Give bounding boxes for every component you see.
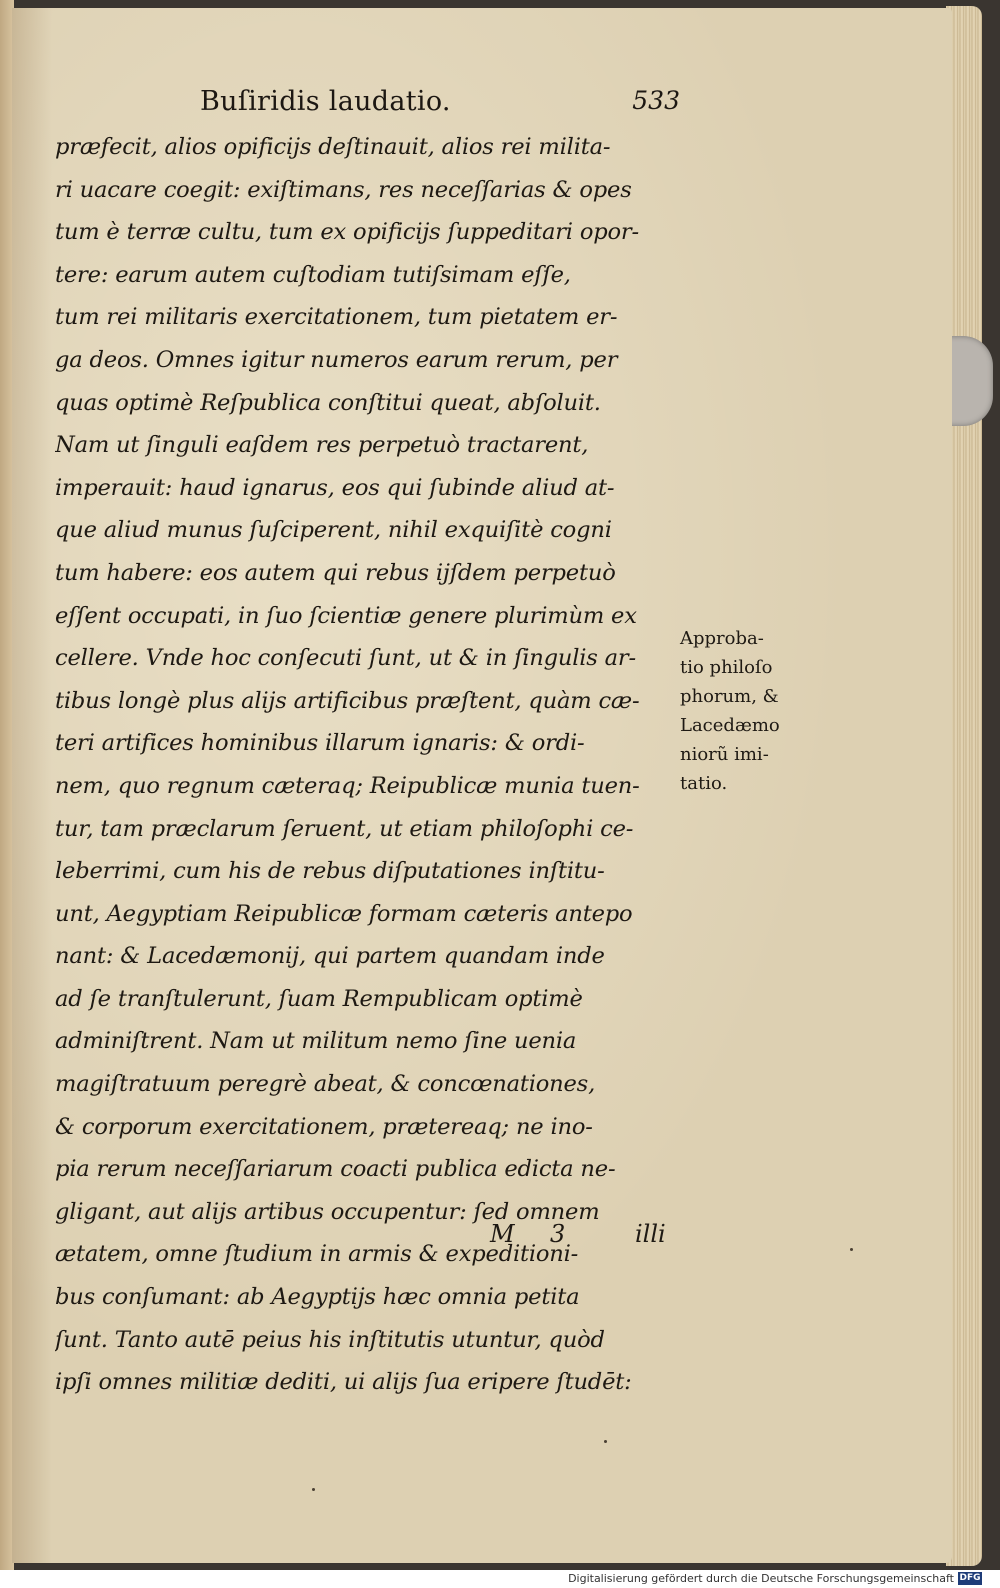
text-line: tur, tam præclarum ſeruent, ut etiam philoſophi ce- — [55, 815, 634, 842]
marginal-note — [680, 624, 810, 798]
text-line: & corporum exercitationem, prætereaq; ne ino- — [55, 1113, 593, 1140]
running-head-title: Buſiridis laudatio. — [200, 86, 451, 117]
marginal-note-line: niorũ imi- — [680, 744, 769, 765]
footer-credit: Digitalisierung gefördert durch die Deutsche Forschungsgemeinschaft — [568, 1572, 954, 1585]
text-line: tum rei militaris exercitationem, tum pietatem er- — [55, 304, 618, 331]
text-line: gligant, aut alijs artibus occupentur: ſed omnem — [55, 1198, 600, 1225]
text-line: adminiſtrent. Nam ut militum nemo ſine uenia — [55, 1028, 577, 1055]
text-line: tum habere: eos autem qui rebus ijſdem perpetuò — [55, 559, 616, 586]
text-line: pia rerum neceſſariarum coacti publica edicta ne- — [55, 1156, 616, 1183]
paper-speck — [850, 1248, 853, 1251]
dfg-logo: DFG — [959, 1573, 981, 1583]
text-line: cellere. Vnde hoc conſecuti ſunt, ut & in ſingulis ar- — [55, 645, 636, 672]
paper-speck — [604, 1440, 607, 1443]
text-line: ætatem, omne ſtudium in armis & expeditioni- — [55, 1241, 579, 1268]
text-line: nant: & Lacedæmonij, qui partem quandam inde — [55, 943, 605, 970]
text-line: quas optimè Reſpublica conſtitui queat, abſoluit. — [55, 389, 601, 416]
paper-speck — [312, 1488, 315, 1491]
marginal-note-line: tatio. — [680, 773, 728, 794]
signature-mark: M — [490, 1220, 515, 1248]
text-line: ga deos. Omnes igitur numeros earum rerum, per — [55, 346, 618, 373]
text-line: unt, Aegyptiam Reipublicæ formam cæteris antepo — [55, 900, 633, 927]
text-line: bus conſumant: ab Aegyptijs hæc omnia petita — [55, 1284, 580, 1311]
text-line: eſſent occupati, in ſuo ſcientiæ genere plurimùm ex — [55, 602, 637, 629]
text-line: Nam ut ſinguli eaſdem res perpetuò tractarent, — [55, 432, 589, 459]
text-line: imperauit: haud ignarus, eos qui ſubinde aliud at- — [55, 474, 615, 501]
marginal-note-line: phorum, & — [680, 686, 779, 707]
text-line: nem, quo regnum cæteraq; Reipublicæ munia tuen- — [55, 772, 640, 799]
text-line: teri artifices hominibus illarum ignaris: & ordi- — [55, 730, 585, 757]
text-line: tere: earum autem cuſtodiam tutiſsimam eſſe, — [55, 261, 571, 288]
text-line: ipſi omnes militiæ dediti, ui alijs ſua eripere ſtudēt: — [55, 1369, 632, 1396]
marginal-note-line: Lacedæmo — [680, 715, 780, 736]
footer-bar — [0, 1570, 1000, 1588]
text-line: ſunt. Tanto autē peius his inſtitutis utuntur, quòd — [55, 1326, 605, 1353]
body-text — [55, 126, 685, 1404]
marginal-note-line: Approba- — [680, 628, 764, 649]
text-line: præfecit, alios opificijs deſtinauit, alios rei milita- — [55, 134, 611, 160]
running-head — [200, 86, 680, 126]
signature-line — [490, 1220, 690, 1260]
page-number: 533 — [632, 86, 680, 115]
text-line: leberrimi, cum his de rebus diſputationes inſtitu- — [55, 858, 605, 885]
text-line: ri uacare coegit: exiſtimans, res neceſſarias & opes — [55, 176, 632, 203]
signature-number: 3 — [550, 1220, 566, 1248]
text-line: tum è terræ cultu, tum ex opificijs ſuppeditari opor- — [55, 219, 639, 246]
text-line: ad ſe tranſtulerunt, ſuam Rempublicam optimè — [55, 985, 583, 1012]
text-line: tibus longè plus alijs artificibus præſtent, quàm cæ- — [55, 687, 640, 714]
catchword: illi — [635, 1220, 666, 1248]
text-line: que aliud munus ſuſciperent, nihil exquiſitè cogni — [55, 517, 612, 544]
marginal-note-line: tio philoſo — [680, 657, 773, 678]
text-line: magiſtratuum peregrè abeat, & concœnationes, — [55, 1071, 596, 1098]
